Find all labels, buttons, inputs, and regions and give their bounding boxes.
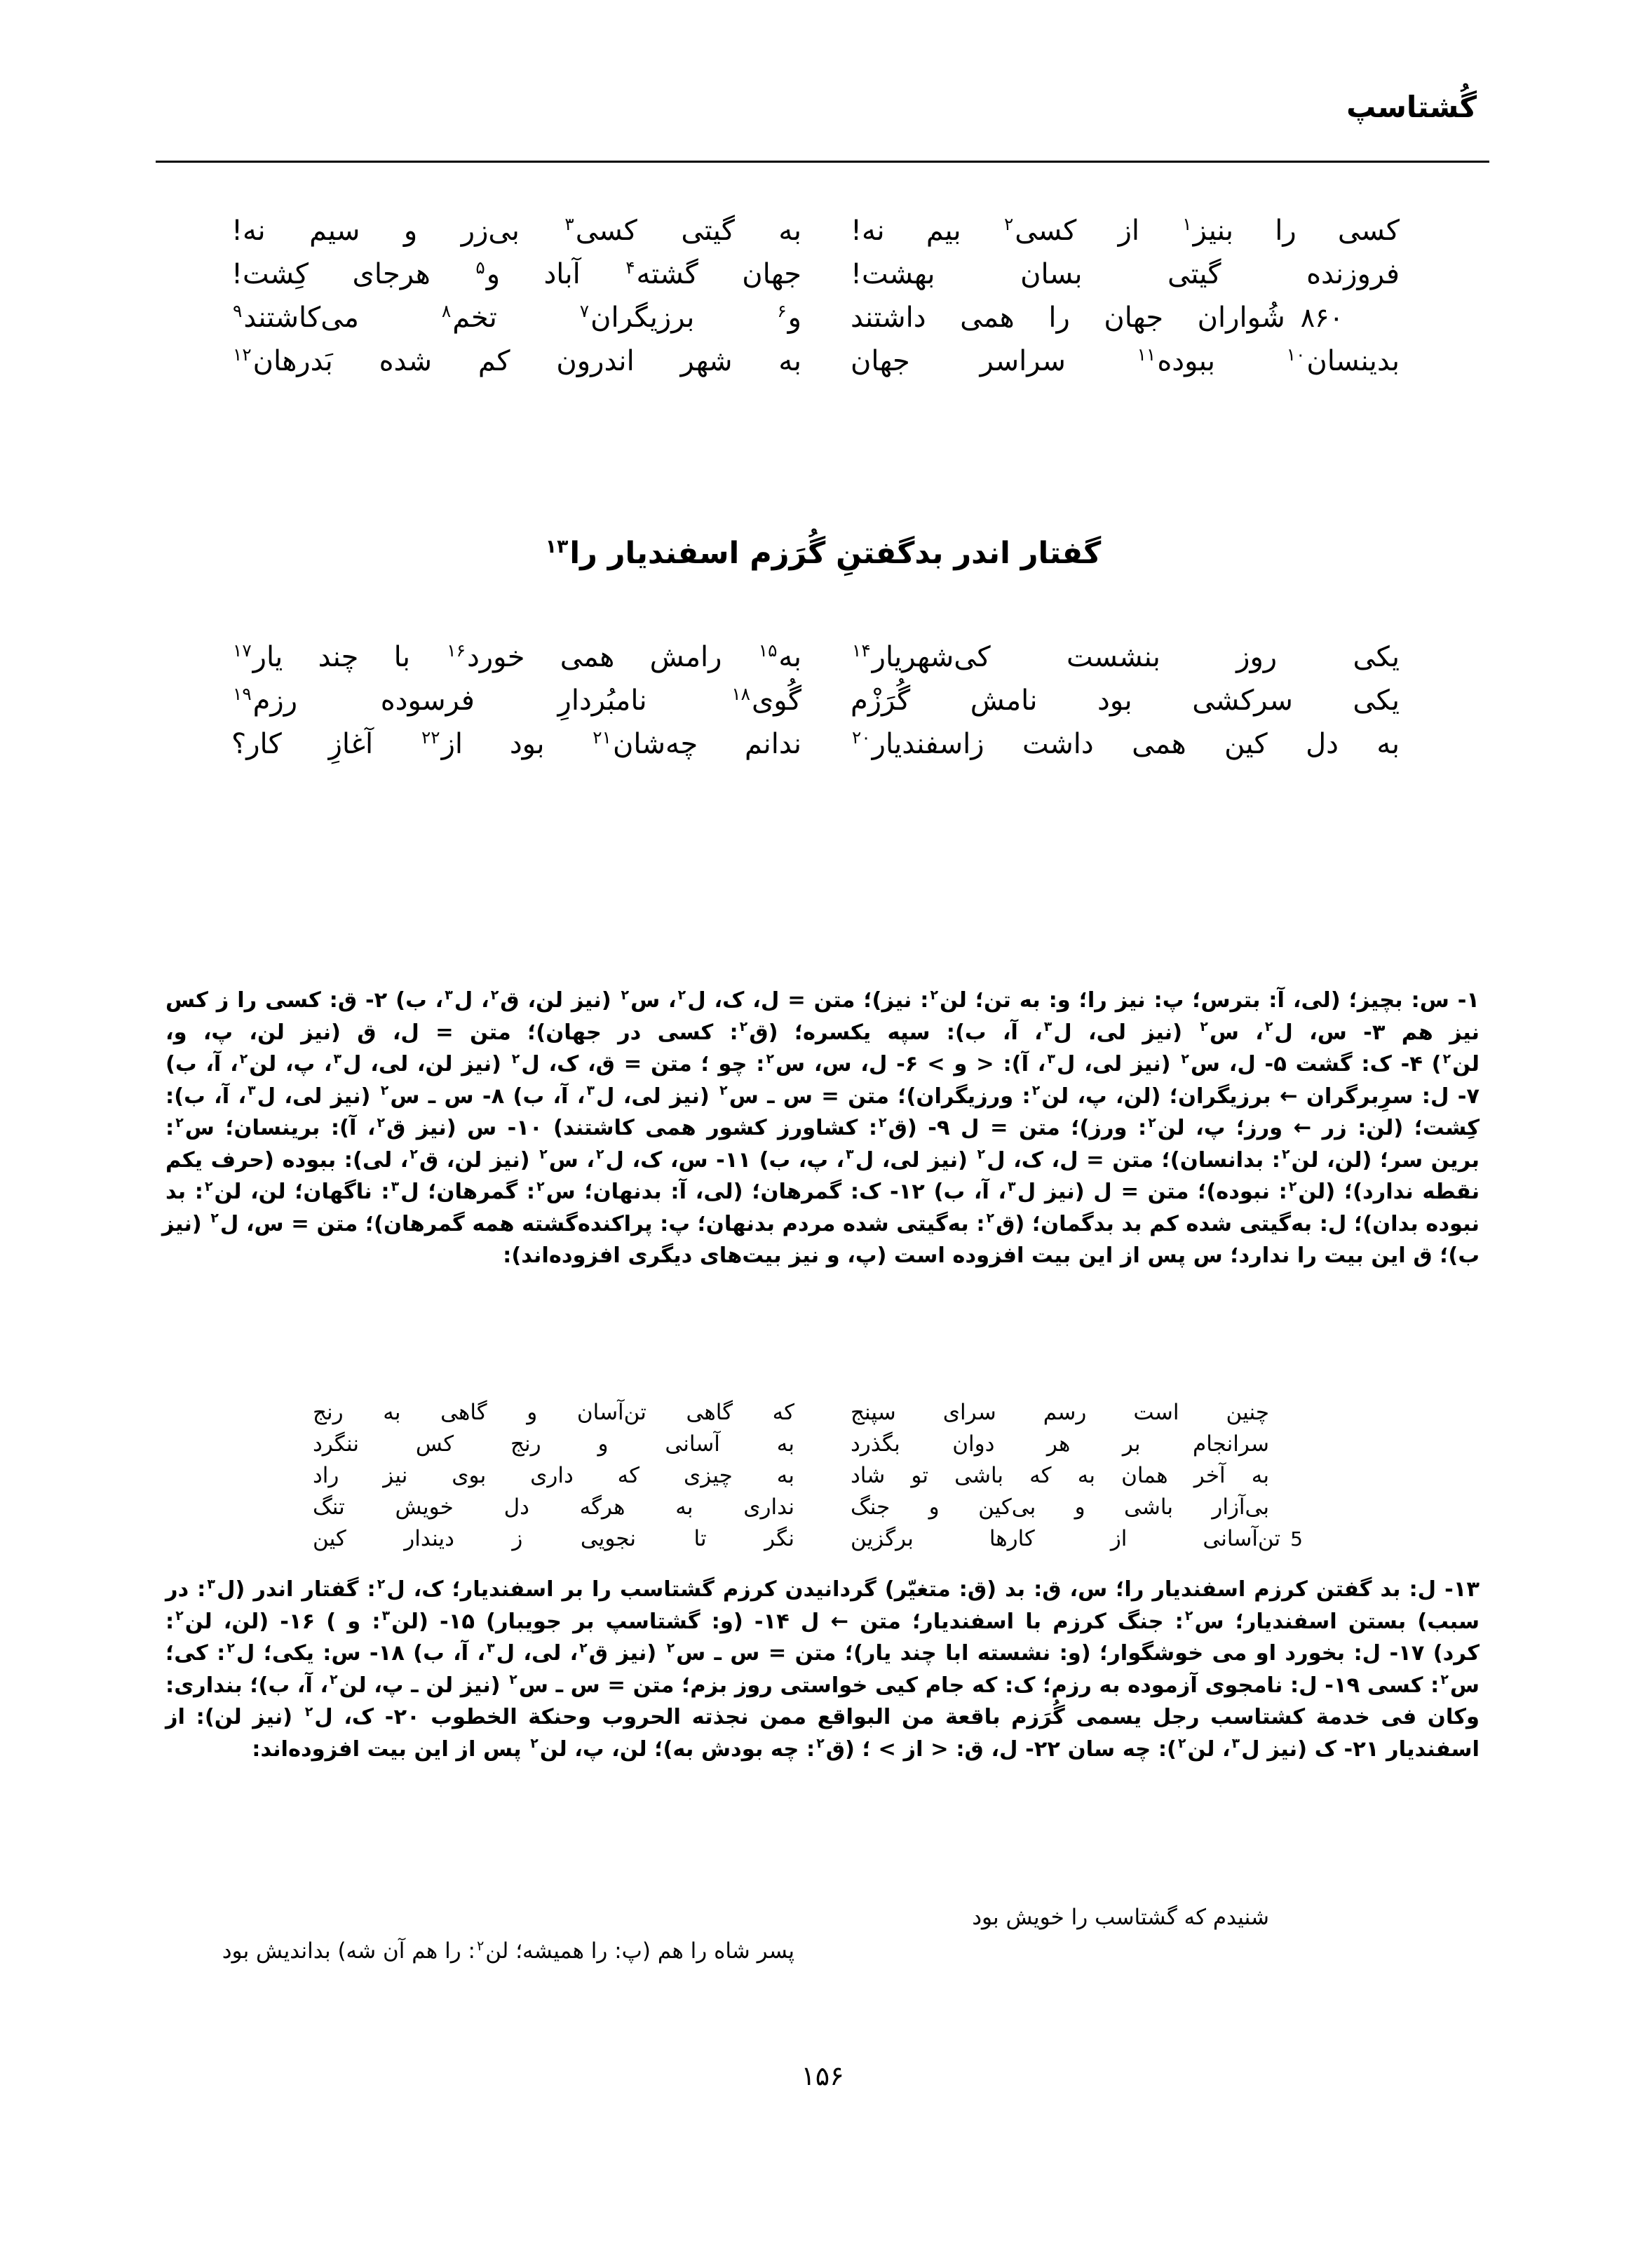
hemistich-right-text: شُواران جهان را همی داشتند: [851, 302, 1285, 334]
couplet-hemistich-left-spacer: [165, 1901, 822, 1934]
hemistich-left: به گیتی کسی$^۳$ بی‌زر و سیم نه!: [231, 213, 801, 247]
hemistich-right: کسی را بنیز$^۱$ از کسی$^۲$ بیم نه!: [851, 213, 1400, 247]
inset-hemistich-left: به آسانی و رنج کس ننگرد: [313, 1431, 794, 1457]
inset-verse-number: 5: [1290, 1527, 1303, 1551]
inset-hemistich-left: به چیزی که داری بوی نیز راد: [313, 1463, 794, 1488]
inset-hemistich-right: به آخر همان به که باشی تو شاد: [851, 1463, 1269, 1488]
inset-verse-line: [165, 1523, 1480, 1555]
header-rule-divider: [156, 161, 1489, 163]
inset-verse-line: [165, 1397, 1480, 1429]
inset-hemistich-right: بی‌آزار باشی و بی‌کین و جنگ: [851, 1494, 1269, 1520]
folio-number: ۱۵۶: [801, 2060, 844, 2091]
inset-hemistich-right-text: تن‌آسانی از کارها برگزین: [851, 1526, 1281, 1551]
hemistich-right: بدینسان$^{۱۰}$ ببوده$^{۱۱}$ سراسر جهان: [851, 344, 1400, 377]
verse-line: [168, 339, 1477, 383]
apparatus-criticus-bottom: [165, 1574, 1480, 1765]
verse-line: [168, 296, 1477, 339]
verse-line: [168, 252, 1477, 296]
hemistich-right: فروزنده گیتی بسان بهشت!: [851, 258, 1400, 290]
inset-hemistich-right: [822, 1523, 1480, 1555]
verse-number: ۸۶۰: [1300, 302, 1343, 333]
apparatus-line: کرد) ۱۷- ل: بخورد او می خوشگوار؛ (و: نشسته ابا چند یار)؛ متن = س ـ س$^۲$ (نیز ق$^۲$، لی، ل$^۳$، آ، ب) ۱۸- س: یکی؛ ل$^۲$: کی؛: [165, 1640, 1480, 1666]
couplet-hemistich-right: شنیدم که گشتاسب را خویش بود: [972, 1905, 1269, 1930]
verse-block-2: [168, 635, 1477, 766]
apparatus-line: اسفندیار ۲۱- ک (نیز ل$^۳$، لن$^۲$): چه سان ۲۲- ل، ق: < از > ؛ (ق$^۲$: چه بودش به)؛ لن، پ، لن$^۲$ پس از این بیت افزوده‌اند:: [252, 1736, 1480, 1762]
final-added-couplet-second-hemistich-row: [165, 1934, 1480, 1968]
running-head: [168, 90, 1477, 144]
apparatus-line: س$^۲$: کسی ۱۹- ل: نامجوی آزموده به رزم؛ ک: که جام کیی خواستی روز بزم؛ متن = س ـ س$^۲$ (نیز لن ـ پ، لن$^۲$، آ، ب)؛ بنداری:: [165, 1672, 1480, 1698]
hemistich-right: به دل کین همی داشت زاسفندیار$^{۲۰}$: [852, 727, 1400, 760]
apparatus-line: سبب) بستن اسفندیار؛ س$^۲$: جنگ کرزم با اسفندیار؛ متن ← ل ۱۴- (و: گشتاسپ بر جویبار) ۱۵- (لن$^۳$: و ) ۱۶- (لن، لن$^۲$:: [165, 1608, 1480, 1634]
final-added-couplet-first-hemistich-row: [165, 1901, 1480, 1934]
hemistich-left: گُوی$^{۱۸}$ نامبُردارِ فرسوده رزم$^{۱۹}$: [233, 683, 801, 717]
apparatus-line: نقطه ندارد)؛ (لن$^۲$: نبوده)؛ متن = ل (نیز ل$^۳$، آ، ب) ۱۲- ک: گمرهان؛ (لی، آ: بدنهان؛ س$^۲$: گمرهان؛ ل$^۳$: ناگهان؛ لن، لن$^۲$: بد: [165, 1178, 1480, 1204]
apparatus-line: ۷- ل: سرِبرگران ← برزیگران؛ (لن، پ، لن$^۲$: ورزیگران)؛ متن = س ـ س$^۲$ (نیز لی، ل$^۳$، آ، ب) ۸- س ـ س$^۲$ (نیز لی، ل$^۳$، آ، ب):: [165, 1083, 1480, 1109]
inset-verse-line: [165, 1460, 1480, 1492]
hemistich-left: و$^۶$ برزیگران$^۷$ تخم$^۸$ می‌کاشتند$^۹$: [233, 300, 801, 334]
verse-line: [168, 722, 1477, 766]
couplet-hemistich-right-spacer2: [822, 1934, 1480, 1968]
inset-hemistich-left: که گاهی تن‌آسان و گاهی به رنج: [313, 1400, 794, 1425]
inset-verses-block: [165, 1397, 1480, 1555]
hemistich-left: ندانم چه‌شان$^{۲۱}$ بود از$^{۲۲}$ آغازِ کار؟: [231, 727, 802, 760]
verse-block-1: [168, 209, 1477, 383]
verse-line: [168, 209, 1477, 252]
couplet-hemistich-left: پسر شاه را هم (پ: را همیشه؛ لن$^۲$: را هم آن شه) بداندیش بود: [222, 1937, 794, 1964]
apparatus-line: نبوده بدان)؛ ل: به‌گیتی شده کم بد بدگمان؛ (ق$^۲$: به‌گیتی شده مردم بدنهان؛ پ: پراکنده‌گشته همه گمرهان)؛ متن = س، ل$^۲$ (نیز: [161, 1210, 1480, 1236]
apparatus-criticus-top: [161, 985, 1480, 1272]
inset-hemistich-left: نگر تا نجویی ز دیندار کین: [313, 1526, 794, 1551]
apparatus-line: برین سر؛ (لن، لن$^۲$: بدانسان)؛ متن = ل، ک، ل$^۲$ (نیز لی، ل$^۳$، پ، ب) ۱۱- س، ک، ل$^۲$، س$^۲$ (نیز لن، ق$^۲$، لی): ببوده (حرف یکم: [165, 1147, 1480, 1173]
inset-hemistich-left: نداری به هرگه دل خویش تنگ: [313, 1494, 794, 1520]
hemistich-left: جهان گشته$^۴$ آباد و$^۵$ هرجای کِشت!: [231, 257, 801, 290]
apparatus-line: ب)؛ ق این بیت را ندارد؛ س پس از این بیت افزوده است (پ، و نیز بیت‌های دیگری افزوده‌اند):: [503, 1243, 1480, 1268]
hemistich-left: به شهر اندرون کم شده بَدرهان$^{۱۲}$: [233, 344, 801, 377]
running-head-title: گُشتاسپ: [1346, 90, 1477, 124]
inset-hemistich-right: سرانجام بر هر دوان بگذرد: [851, 1431, 1269, 1457]
verse-line: [168, 679, 1477, 722]
inset-verse-line: [165, 1429, 1480, 1460]
inset-hemistich-right: چنین است رسم سرای سپنج: [851, 1400, 1269, 1425]
apparatus-line: وکان فی خدمة کشتاسب رجل یسمی گُرَزم باقعة من البواقع ممن نجذته الحروب وحنكة الخطوب ۲۰- ک، ل$^۲$ (نیز لن): از: [165, 1703, 1480, 1729]
apparatus-line: ۱- س: بچیز؛ (لی، آ: بترس؛ پ: نیز را؛ و: به تن؛ لن$^۲$: نیز)؛ متن = ل، ک، ل$^۲$، س$^۲$ (نیز لن، ق$^۲$، ل$^۳$، ب) ۲- ق: کسی را ز کس: [165, 987, 1480, 1013]
verse-line: [168, 635, 1477, 679]
hemistich-left: به$^{۱۵}$ رامش همی خورد$^{۱۶}$ با چند یار$^{۱۷}$: [233, 640, 801, 673]
apparatus-line: نیز هم ۳- س، ل$^۲$، س$^۲$ (نیز لی، ل$^۳$، آ، ب): سپه یکسره؛ (ق$^۲$: کسی در جهان)؛ متن = ل، ق (نیز لن، پ، و،: [165, 1019, 1480, 1045]
apparatus-line: لن$^۲$) ۴- ک: گشت ۵- ل، س$^۲$ (نیز لی، ل$^۳$، آ): < و > ۶- ل، س، س$^۲$: چو ؛ متن = ق، ک، ل$^۲$ (نیز لن، لی، ل$^۳$، پ، لن$^۲$، آ، ب): [165, 1051, 1480, 1076]
apparatus-line: کِشت؛ (لن: زر ← ورز؛ پ، لن$^۲$: ورز)؛ متن = ل ۹- (ق$^۲$: کشاورز کشور همی کاشتند) ۱۰- س (نیز ق$^۲$، آ): برینسان؛ س$^۲$:: [165, 1114, 1480, 1140]
apparatus-line: ۱۳- ل: بد گفتن کرزم اسفندیار را؛ س، ق: بد (ق: متغیّر) گردانیدن کرزم گشتاسب را بر اسفندیار؛ ک، ل$^۲$: گفتار اندر (ل$^۳$: در: [165, 1576, 1480, 1602]
section-heading: گفتار اندر بدگفتنِ گُرَزم اسفندیار را$^{۱۳}$: [545, 535, 1102, 571]
hemistich-right: یکی روز بنشست کی‌شهریار$^{۱۴}$: [852, 640, 1400, 673]
hemistich-right: یکی سرکشی بود نامش گُرَزْم: [851, 684, 1400, 717]
hemistich-right: [822, 296, 1477, 339]
inset-verse-line: [165, 1492, 1480, 1523]
